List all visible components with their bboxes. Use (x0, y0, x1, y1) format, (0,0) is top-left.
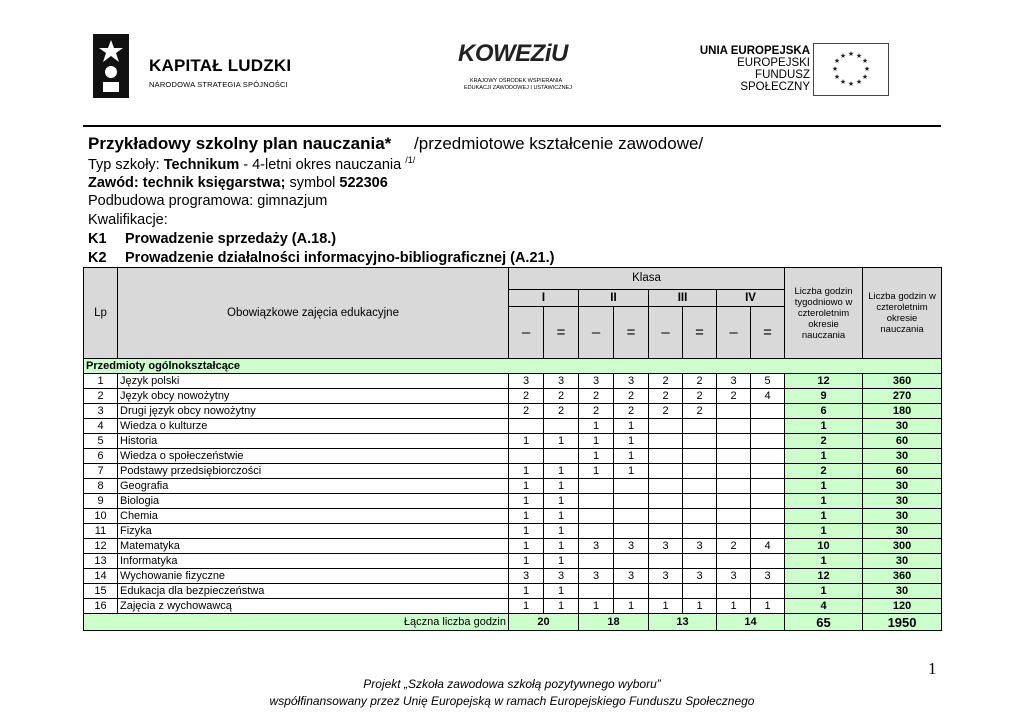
row-hours-cell: 2 (579, 389, 614, 404)
row-hours-cell (579, 584, 614, 599)
row-hours-cell: 4 (751, 389, 785, 404)
table-body (84, 359, 942, 614)
row-hours-cell: 1 (544, 524, 579, 539)
table-row (84, 449, 942, 464)
row-hours-cell: 3 (717, 374, 751, 389)
row-subject: Drugi język obcy nowożytny (118, 404, 509, 419)
row-hours-cell (579, 494, 614, 509)
total-row (84, 614, 942, 631)
semester-mark: = (751, 307, 785, 359)
row-hours-cell (579, 554, 614, 569)
koweziu-logo (458, 40, 578, 102)
kapital-ludzki-mark-icon (93, 34, 129, 98)
header-rule (83, 125, 941, 127)
profession-line (88, 175, 388, 191)
row-hours-cell (717, 419, 751, 434)
row-total: 30 (863, 419, 942, 434)
school-duration: - 4-letni okres nauczania (243, 156, 402, 173)
row-total: 360 (863, 374, 942, 389)
qualifications-label: Kwalifikacje: (88, 212, 168, 228)
row-weekly: 12 (785, 374, 863, 389)
row-subject: Podstawy przedsiębiorczości (118, 464, 509, 479)
row-total: 30 (863, 524, 942, 539)
table-row (84, 464, 942, 479)
koweziu-title: KOWEZiU (458, 40, 568, 67)
row-hours-cell: 1 (579, 599, 614, 614)
header-weekly: Liczba godzin tygodniowo w czteroletnim okresie nauczania (785, 268, 863, 359)
table-row (84, 374, 942, 389)
qualification-k2 (88, 250, 554, 266)
row-weekly: 10 (785, 539, 863, 554)
logo-bar (0, 28, 1024, 108)
row-hours-cell: 1 (509, 599, 544, 614)
header-total: Liczba godzin w czteroletnim okresie nauczania (863, 268, 942, 359)
row-hours-cell: 1 (579, 434, 614, 449)
row-hours-cell: 3 (614, 569, 649, 584)
qualification-k1 (88, 231, 336, 247)
row-hours-cell (649, 479, 683, 494)
row-hours-cell (649, 554, 683, 569)
section-row (84, 359, 942, 374)
eu-logo-text (690, 45, 810, 93)
svg-text:★: ★ (855, 78, 863, 86)
row-hours-cell: 1 (509, 434, 544, 449)
row-hours-cell: 1 (544, 584, 579, 599)
row-hours-cell (544, 419, 579, 434)
row-subject: Język obcy nowożytny (118, 389, 509, 404)
row-hours-cell: 1 (509, 509, 544, 524)
row-hours-cell: 1 (544, 434, 579, 449)
svg-text:★: ★ (861, 57, 869, 65)
svg-text:★: ★ (863, 65, 871, 73)
table-row (84, 569, 942, 584)
row-total: 30 (863, 509, 942, 524)
row-subject: Informatyka (118, 554, 509, 569)
qualification-code: K1 (88, 231, 107, 247)
row-hours-cell (717, 434, 751, 449)
grand-total: 1950 (863, 614, 942, 631)
row-hours-cell: 2 (683, 404, 717, 419)
row-hours-cell: 1 (509, 539, 544, 554)
svg-text:★: ★ (855, 52, 863, 60)
row-hours-cell: 1 (717, 599, 751, 614)
row-total: 270 (863, 389, 942, 404)
row-hours-cell (751, 464, 785, 479)
table-row (84, 419, 942, 434)
row-subject: Edukacja dla bezpieczeństwa (118, 584, 509, 599)
row-hours-cell (614, 509, 649, 524)
row-hours-cell: 3 (614, 539, 649, 554)
semester-mark: – (579, 307, 614, 359)
svg-text:★: ★ (839, 52, 847, 60)
row-subject: Matematyka (118, 539, 509, 554)
school-type-line (88, 155, 415, 173)
row-hours-cell (509, 419, 544, 434)
row-hours-cell (751, 494, 785, 509)
weekly-total: 65 (785, 614, 863, 631)
qualification-name: Prowadzenie działalności informacyjno-bibliograficznej (A.21.) (125, 250, 555, 266)
row-hours-cell: 3 (579, 539, 614, 554)
table-row (84, 539, 942, 554)
row-hours-cell (579, 509, 614, 524)
row-hours-cell (717, 494, 751, 509)
row-hours-cell: 1 (509, 464, 544, 479)
page-title (88, 134, 703, 154)
total-label: Łączna liczba godzin (84, 614, 509, 631)
row-hours-cell (544, 449, 579, 464)
svg-text:★: ★ (847, 50, 855, 58)
class-total-1: 20 (509, 614, 579, 631)
row-weekly: 1 (785, 419, 863, 434)
row-hours-cell (649, 464, 683, 479)
row-lp: 7 (84, 464, 118, 479)
qualification-name: Prowadzenie sprzedaży (A.18.) (125, 231, 337, 247)
row-total: 30 (863, 449, 942, 464)
row-hours-cell (683, 479, 717, 494)
footer-line-2: współfinansowany przez Unię Europejską w ramach Europejskiego Funduszu Społecznego (269, 694, 755, 708)
row-hours-cell (614, 584, 649, 599)
row-hours-cell: 2 (579, 404, 614, 419)
row-lp: 1 (84, 374, 118, 389)
row-hours-cell (579, 479, 614, 494)
koweziu-subtitle-2: EDUKACJI ZAWODOWEJ I USTAWICZNEJ (464, 85, 572, 91)
row-hours-cell (683, 434, 717, 449)
row-weekly: 4 (785, 599, 863, 614)
profession-label: Zawód: technik księgarstwa; (88, 175, 286, 191)
row-lp: 3 (84, 404, 118, 419)
qualification-code: K2 (88, 250, 107, 266)
table-row (84, 479, 942, 494)
row-hours-cell (751, 404, 785, 419)
row-hours-cell: 1 (579, 419, 614, 434)
row-hours-cell (751, 509, 785, 524)
row-hours-cell (649, 494, 683, 509)
row-hours-cell: 1 (614, 434, 649, 449)
row-hours-cell (649, 449, 683, 464)
row-weekly: 2 (785, 464, 863, 479)
row-hours-cell: 3 (683, 569, 717, 584)
row-hours-cell (683, 449, 717, 464)
row-hours-cell (614, 524, 649, 539)
row-hours-cell (751, 449, 785, 464)
row-hours-cell (683, 554, 717, 569)
row-hours-cell: 1 (544, 464, 579, 479)
row-hours-cell: 1 (544, 509, 579, 524)
section-title: Przedmioty ogólnokształcące (84, 359, 942, 374)
row-lp: 4 (84, 419, 118, 434)
row-hours-cell (614, 494, 649, 509)
row-hours-cell: 1 (509, 554, 544, 569)
row-hours-cell: 3 (683, 539, 717, 554)
row-hours-cell: 2 (683, 389, 717, 404)
row-hours-cell (683, 419, 717, 434)
row-weekly: 1 (785, 524, 863, 539)
row-hours-cell (717, 404, 751, 419)
row-subject: Biologia (118, 494, 509, 509)
header-subject: Obowiązkowe zajęcia edukacyjne (118, 268, 509, 359)
row-lp: 12 (84, 539, 118, 554)
row-hours-cell (614, 479, 649, 494)
row-weekly: 1 (785, 449, 863, 464)
semester-mark: = (544, 307, 579, 359)
row-hours-cell: 2 (717, 389, 751, 404)
table-row (84, 509, 942, 524)
row-weekly: 1 (785, 479, 863, 494)
row-hours-cell: 1 (683, 599, 717, 614)
table-row (84, 404, 942, 419)
kapital-ludzki-logo (93, 34, 303, 104)
row-hours-cell: 2 (614, 389, 649, 404)
row-hours-cell: 1 (614, 464, 649, 479)
header-lp: Lp (84, 268, 118, 359)
semester-mark: – (509, 307, 544, 359)
row-hours-cell (649, 584, 683, 599)
row-hours-cell: 2 (649, 389, 683, 404)
row-lp: 8 (84, 479, 118, 494)
row-hours-cell (649, 524, 683, 539)
school-type-label: Typ szkoły: (88, 156, 160, 173)
row-hours-cell: 1 (544, 479, 579, 494)
row-weekly: 12 (785, 569, 863, 584)
row-lp: 11 (84, 524, 118, 539)
page-number: 1 (928, 659, 937, 678)
eu-flag-icon (813, 43, 889, 96)
curriculum-table (83, 267, 942, 631)
row-hours-cell (717, 479, 751, 494)
row-hours-cell (683, 464, 717, 479)
row-weekly: 9 (785, 389, 863, 404)
row-hours-cell (683, 494, 717, 509)
row-hours-cell: 2 (649, 404, 683, 419)
row-hours-cell: 1 (509, 494, 544, 509)
row-lp: 9 (84, 494, 118, 509)
row-hours-cell: 2 (544, 404, 579, 419)
row-subject: Historia (118, 434, 509, 449)
row-hours-cell (649, 509, 683, 524)
row-hours-cell: 2 (683, 374, 717, 389)
row-hours-cell: 1 (509, 524, 544, 539)
row-hours-cell: 3 (579, 374, 614, 389)
row-hours-cell (751, 419, 785, 434)
row-hours-cell: 3 (544, 374, 579, 389)
row-hours-cell: 1 (614, 419, 649, 434)
row-hours-cell (751, 554, 785, 569)
row-subject: Język polski (118, 374, 509, 389)
row-weekly: 1 (785, 509, 863, 524)
row-hours-cell: 1 (544, 599, 579, 614)
row-hours-cell (717, 554, 751, 569)
row-subject: Wiedza o kulturze (118, 419, 509, 434)
row-hours-cell (579, 524, 614, 539)
row-hours-cell: 1 (544, 494, 579, 509)
row-hours-cell (751, 434, 785, 449)
row-hours-cell: 2 (649, 374, 683, 389)
row-hours-cell (717, 584, 751, 599)
table-row (84, 389, 942, 404)
semester-mark: = (614, 307, 649, 359)
header-class-4: IV (717, 290, 785, 307)
svg-text:★: ★ (839, 78, 847, 86)
header-class-2: II (579, 290, 649, 307)
row-weekly: 1 (785, 494, 863, 509)
row-hours-cell: 2 (544, 389, 579, 404)
row-hours-cell (751, 524, 785, 539)
row-total: 120 (863, 599, 942, 614)
eu-line-2: EUROPEJSKI (737, 57, 810, 69)
table-row (84, 584, 942, 599)
row-weekly: 6 (785, 404, 863, 419)
row-subject: Fizyka (118, 524, 509, 539)
row-hours-cell: 2 (717, 539, 751, 554)
header-class-3: III (649, 290, 717, 307)
semester-mark: = (683, 307, 717, 359)
table-row (84, 599, 942, 614)
row-hours-cell (717, 524, 751, 539)
row-lp: 14 (84, 569, 118, 584)
row-weekly: 1 (785, 584, 863, 599)
school-type-value: Technikum (163, 156, 240, 173)
row-hours-cell: 3 (614, 374, 649, 389)
row-hours-cell: 3 (544, 569, 579, 584)
row-hours-cell (717, 449, 751, 464)
row-hours-cell: 3 (579, 569, 614, 584)
symbol-label: symbol (289, 175, 336, 191)
row-weekly: 2 (785, 434, 863, 449)
semester-mark: – (717, 307, 751, 359)
row-lp: 16 (84, 599, 118, 614)
table-row (84, 524, 942, 539)
eu-line-3: FUNDUSZ SPOŁECZNY (740, 69, 810, 93)
row-hours-cell (683, 509, 717, 524)
row-hours-cell: 3 (717, 569, 751, 584)
row-subject: Zajęcia z wychowawcą (118, 599, 509, 614)
row-hours-cell: 3 (509, 569, 544, 584)
class-total-3: 13 (649, 614, 717, 631)
footnote-ref: /1/ (405, 155, 416, 165)
row-hours-cell (649, 434, 683, 449)
row-hours-cell: 1 (614, 599, 649, 614)
row-subject: Chemia (118, 509, 509, 524)
koweziu-subtitle-1: KRAJOWY OŚRODEK WSPIERANIA (470, 78, 563, 84)
row-lp: 13 (84, 554, 118, 569)
row-subject: Wiedza o społeczeństwie (118, 449, 509, 464)
row-hours-cell (751, 584, 785, 599)
row-total: 180 (863, 404, 942, 419)
row-hours-cell: 3 (751, 569, 785, 584)
row-total: 30 (863, 479, 942, 494)
row-hours-cell: 1 (509, 584, 544, 599)
svg-text:★: ★ (831, 65, 839, 73)
row-hours-cell (683, 524, 717, 539)
row-subject: Wychowanie fizyczne (118, 569, 509, 584)
row-hours-cell (683, 584, 717, 599)
row-hours-cell: 2 (509, 389, 544, 404)
row-hours-cell: 1 (579, 464, 614, 479)
row-hours-cell: 1 (579, 449, 614, 464)
row-hours-cell (649, 419, 683, 434)
class-total-4: 14 (717, 614, 785, 631)
header-klasa: Klasa (509, 268, 785, 290)
row-lp: 2 (84, 389, 118, 404)
row-total: 30 (863, 554, 942, 569)
row-hours-cell: 3 (649, 569, 683, 584)
row-total: 30 (863, 584, 942, 599)
row-hours-cell: 5 (751, 374, 785, 389)
row-hours-cell (717, 509, 751, 524)
row-total: 60 (863, 464, 942, 479)
row-lp: 5 (84, 434, 118, 449)
row-lp: 15 (84, 584, 118, 599)
row-weekly: 1 (785, 554, 863, 569)
eu-line-1: UNIA EUROPEJSKA (699, 45, 810, 57)
semester-mark: – (649, 307, 683, 359)
row-lp: 10 (84, 509, 118, 524)
row-hours-cell: 4 (751, 539, 785, 554)
program-base: Podbudowa programowa: gimnazjum (88, 193, 328, 209)
kapital-ludzki-subtitle: NARODOWA STRATEGIA SPÓJNOŚCI (149, 80, 288, 89)
svg-text:★: ★ (833, 57, 841, 65)
footer-line-1: Projekt „Szkoła zawodowa szkołą pozytywnego wyboru” (363, 677, 661, 691)
svg-text:★: ★ (833, 73, 841, 81)
table-row (84, 554, 942, 569)
svg-text:★: ★ (847, 80, 855, 88)
kapital-ludzki-title: KAPITAŁ LUDZKI (149, 56, 292, 75)
row-hours-cell (509, 449, 544, 464)
table-row (84, 434, 942, 449)
row-hours-cell: 2 (614, 404, 649, 419)
row-hours-cell: 3 (649, 539, 683, 554)
row-hours-cell: 1 (751, 599, 785, 614)
row-total: 30 (863, 494, 942, 509)
row-hours-cell (614, 554, 649, 569)
symbol-value: 522306 (339, 175, 388, 191)
row-hours-cell: 1 (544, 554, 579, 569)
row-total: 60 (863, 434, 942, 449)
title-note: /przedmiotowe kształcenie zawodowe/ (414, 134, 704, 153)
row-total: 360 (863, 569, 942, 584)
row-hours-cell: 3 (509, 374, 544, 389)
svg-text:★: ★ (861, 73, 869, 81)
row-total: 300 (863, 539, 942, 554)
row-hours-cell: 1 (614, 449, 649, 464)
row-subject: Geografia (118, 479, 509, 494)
class-total-2: 18 (579, 614, 649, 631)
row-hours-cell (751, 479, 785, 494)
row-hours-cell: 1 (649, 599, 683, 614)
title-text: Przykładowy szkolny plan nauczania* (88, 134, 392, 153)
row-hours-cell: 1 (509, 479, 544, 494)
row-hours-cell: 1 (544, 539, 579, 554)
row-hours-cell (717, 464, 751, 479)
row-lp: 6 (84, 449, 118, 464)
row-hours-cell: 2 (509, 404, 544, 419)
table-row (84, 494, 942, 509)
header-class-1: I (509, 290, 579, 307)
